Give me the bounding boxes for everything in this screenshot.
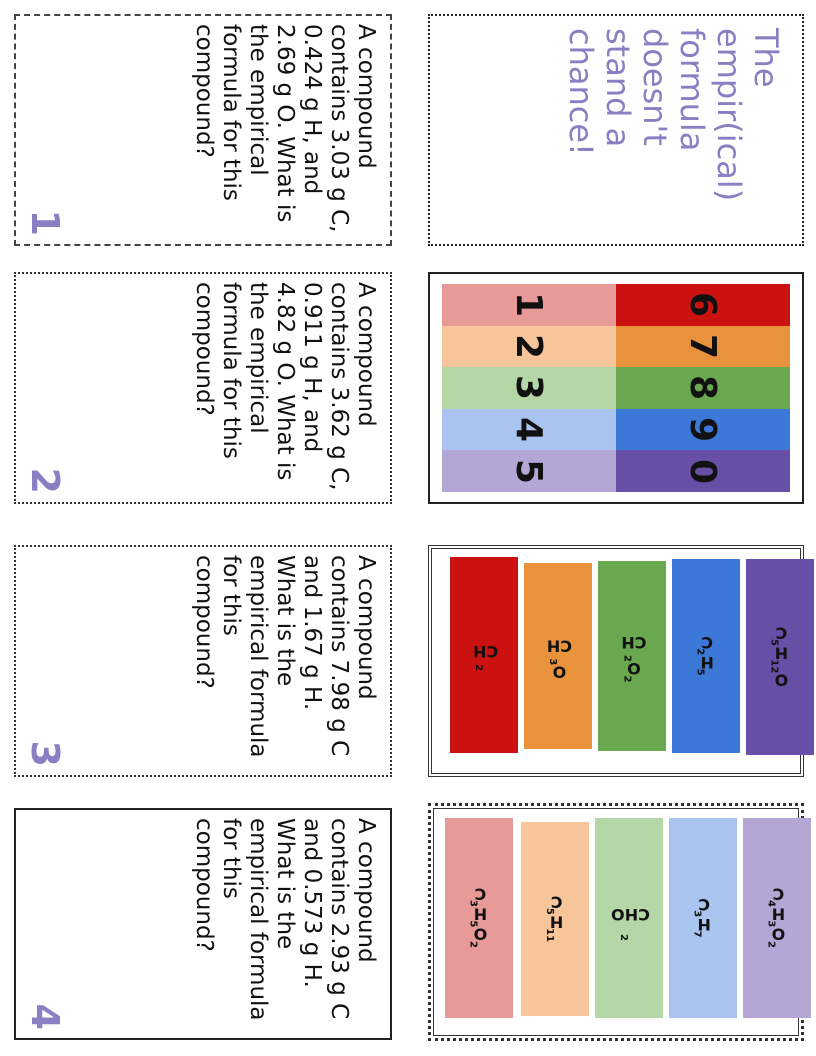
digit-label: 1 [508,292,550,318]
formula-label: $C_4H_3O_2$ [765,884,786,948]
formula-bar [450,557,518,753]
digit-cell [616,284,790,326]
digit-grid-card [428,272,804,504]
question-text: A compound contains 3.03 g C, 0.424 g H, and 2.69 g O. What is the empirical formula for this compound? [191,24,379,233]
formula-bar [598,561,666,751]
digit-label: 4 [508,417,550,443]
question-number: 1 [23,209,67,236]
digit-cell [616,409,790,451]
digit-label: 7 [682,333,724,359]
digit-label: 5 [508,458,550,484]
question-card-4 [14,808,392,1040]
formula-label: $C_5H_{11}$ [543,892,564,943]
digit-cell [442,409,616,451]
formula-bar [595,818,663,1018]
digit-cell [442,450,616,492]
digit-grid [442,284,790,492]
formula-bar [746,559,814,755]
formula-label: $CHO_2$ [611,905,650,941]
formula-bars-a [432,549,800,773]
formula-label: $C_2H_5$ [694,632,715,676]
question-text: A compound contains 2.93 g C and 0.573 g H. What is the empirical formula for this compound? [191,818,379,1021]
digit-label: 2 [508,333,550,359]
formula-bar [524,563,592,749]
formula-bar [672,559,740,753]
digit-label: 6 [682,292,724,318]
digit-label: 0 [682,458,724,484]
formula-bar [743,818,811,1018]
question-number: 2 [23,467,67,494]
formula-label: $C_3H_7$ [691,894,712,938]
question-text: A compound contains 3.62 g C, 0.911 g H, and 4.82 g O. What is the empirical formula for this compound? [191,282,379,491]
formula-bar [521,822,589,1016]
formula-bars-b [431,806,801,1038]
formula-bar [445,818,513,1018]
digit-cell [616,326,790,368]
formula-label: $CH_2$ [472,642,499,672]
digit-cell [442,367,616,409]
digit-cell [442,284,616,326]
question-number: 3 [23,740,67,767]
question-card-2 [14,272,392,504]
formula-label: $C_5H_{12}O$ [768,623,789,690]
question-card-3 [14,545,392,777]
digit-label: 8 [682,375,724,401]
digit-label: 3 [508,375,550,401]
digit-cell [616,450,790,492]
digit-cell [616,367,790,409]
digit-cell [442,326,616,368]
question-text: A compound contains 7.98 g C and 1.67 g H. What is the empirical formula for this compound? [191,555,379,758]
formula-label: $C_3H_5O_2$ [467,884,488,948]
formula-card-b [428,803,804,1041]
title-card [428,14,804,246]
formula-card-a [428,545,804,777]
question-number: 4 [23,1003,67,1030]
title-text: The empir(ical) formula doesn't stand a chance! [562,28,785,202]
formula-bar [669,818,737,1018]
formula-label: $CH_2O_2$ [620,632,647,683]
question-card-1 [14,14,392,246]
formula-label: $CH_3O$ [546,636,573,682]
digit-label: 9 [682,417,724,443]
